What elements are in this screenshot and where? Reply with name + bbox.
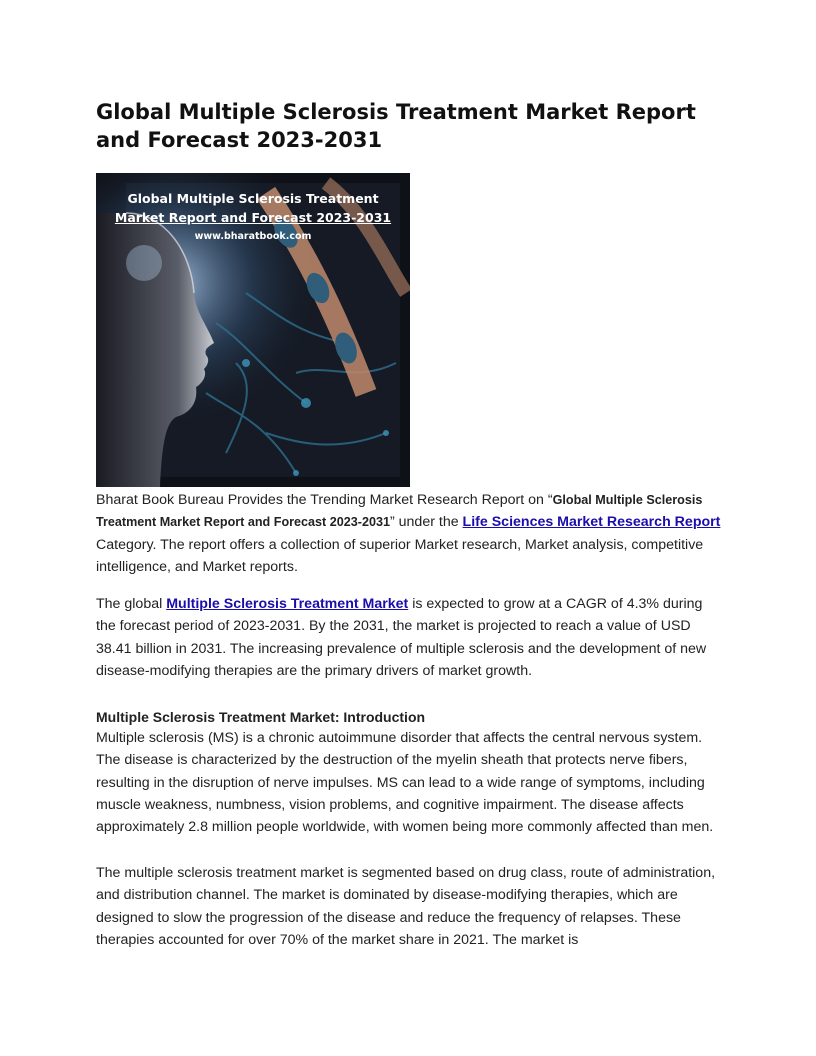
intro-prefix: Bharat Book Bureau Provides the Trending Market Research Report on “ [96, 492, 553, 508]
report-cover-image [96, 173, 410, 487]
page-title: Global Multiple Sclerosis Treatment Market Report and Forecast 2023-2031 [96, 100, 696, 152]
intro-middle: ” under the [389, 514, 463, 531]
intro-report-title: Global Multiple Sclerosis Treatment Market Report and Forecast 2023-2031 [96, 493, 703, 530]
cover-caption [96, 189, 410, 242]
segmentation-paragraph: The multiple sclerosis treatment market is segmented based on drug class, route of administration, and distribution channel. The market is dominated by disease-modifying therapies, which are designed to slow the progression of the disease and reduce the frequency of relapses. These therapies accounted for over 70% of the market share in 2021. The market is [96, 865, 716, 948]
section-heading: Multiple Sclerosis Treatment Market: Introduction [96, 709, 426, 725]
ms-description-paragraph: Multiple sclerosis (MS) is a chronic autoimmune disorder that affects the central nervous system. The disease is characterized by the destruction of the myelin sheath that protects nerve fibers, resulting in the disruption of nerve impulses. MS can lead to a wide range of symptoms, including muscle weakness, numbness, vision problems, and cognitive impairment. The disease affects approximately 2.8 million people worldwide, with women being more commonly affected than men. [96, 730, 714, 836]
overview-prefix: The global [96, 596, 167, 612]
life-sciences-link[interactable]: Life Sciences Market Research Report [462, 514, 721, 531]
cover-title-line-2: Market Report and Forecast 2023-2031 [114, 210, 392, 225]
overview-suffix: is expected to grow at a CAGR of 4.3% during the forecast period of 2023-2031. By the 2031, the market is projected to reach a value of USD 38.41 billion in 2031. The increasing prevalence of multiple sclerosis and the development of new disease-modifying therapies are the primary drivers of market growth. [96, 596, 707, 679]
cover-url: www.bharatbook.com [194, 231, 312, 242]
intro-paragraph [96, 489, 722, 578]
intro-suffix: Category. The report offers a collection of superior Market research, Market analysis, competitive intelligence, and Market reports. [96, 536, 704, 575]
cover-title-line-1: Global Multiple Sclerosis Treatment [127, 191, 379, 206]
overview-paragraph [96, 593, 722, 682]
market-link[interactable]: Multiple Sclerosis Treatment Market [166, 596, 409, 612]
